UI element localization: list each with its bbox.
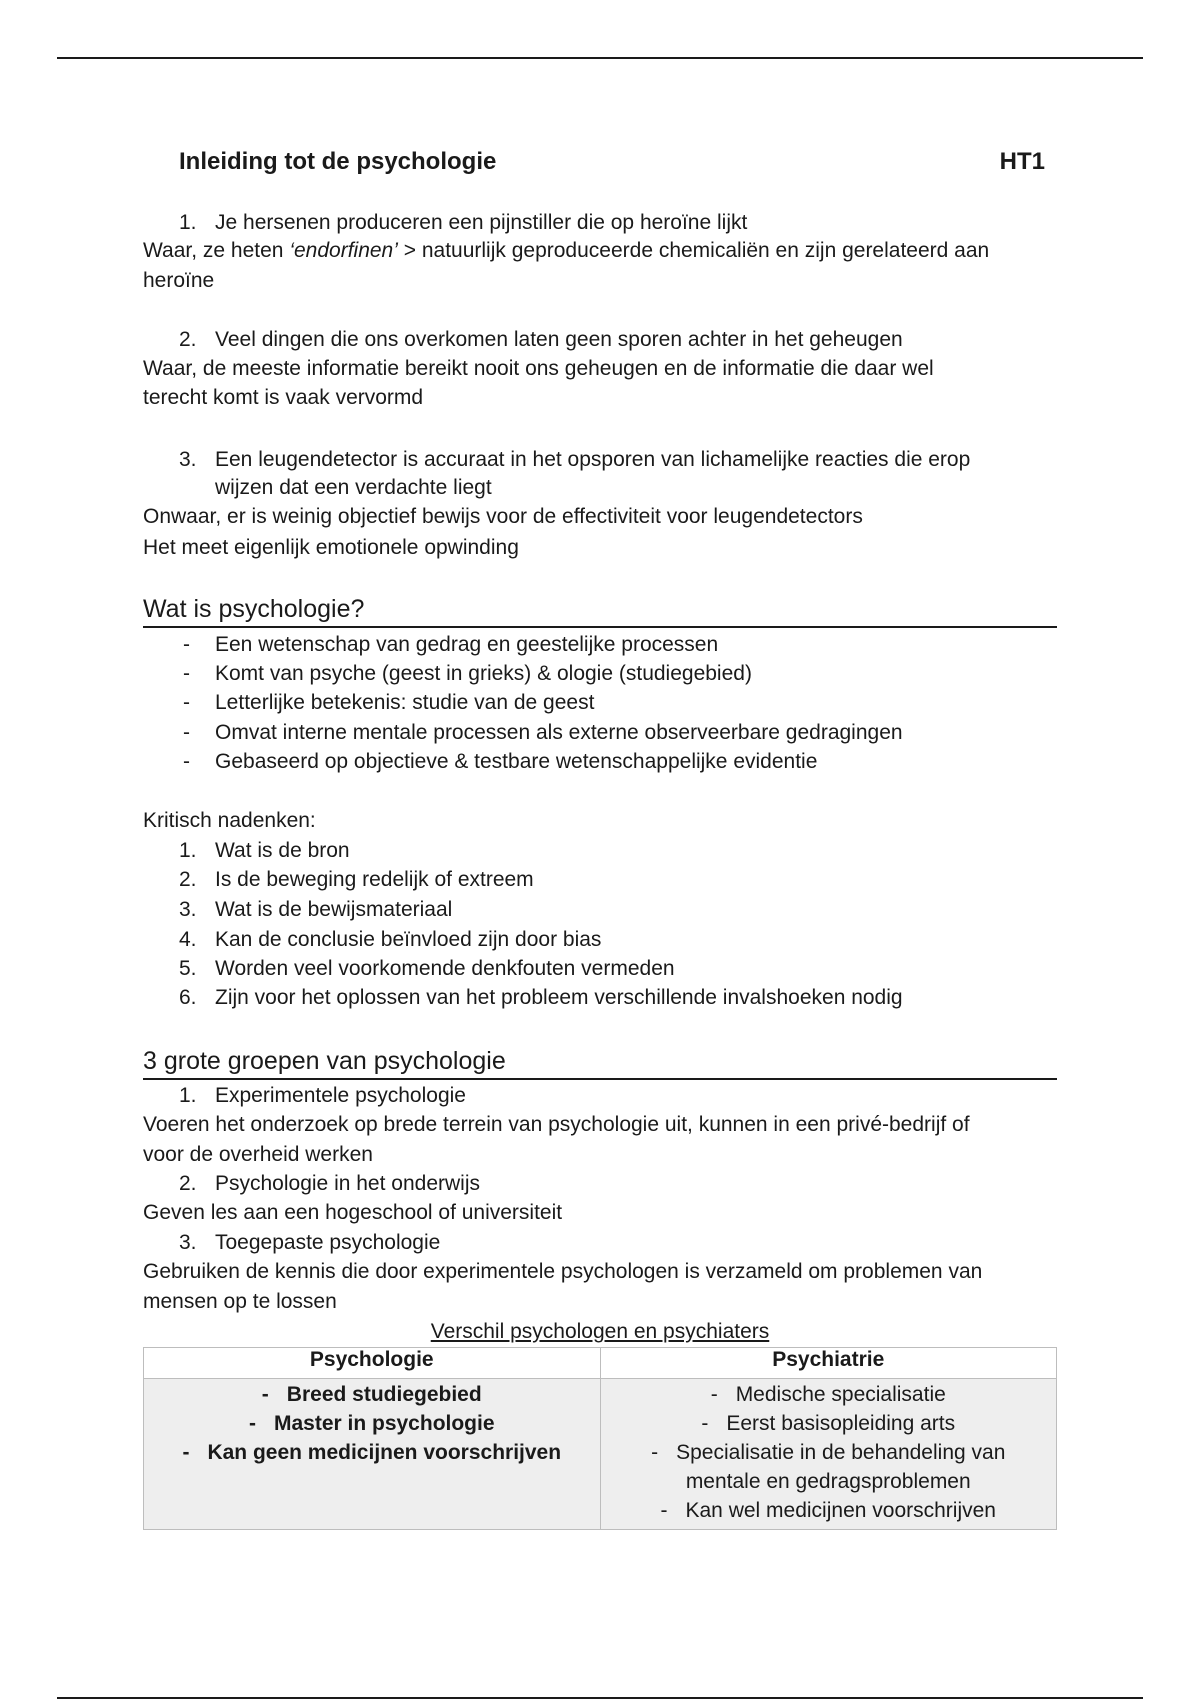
list-item: - Specialisatie in de behandeling van — [651, 1441, 1006, 1464]
list-item: 2. Psychologie in het onderwijs — [179, 1172, 480, 1195]
list-item-continuation: mentale en gedragsproblemen — [685, 1470, 971, 1493]
table-cell-psychiatrie — [600, 1379, 1057, 1530]
list-item: 4. Kan de conclusie beïnvloed zijn door bias — [179, 928, 602, 951]
chapter-code: HT1 — [999, 148, 1045, 175]
group-description: Gebruiken de kennis die door experimentele psychologen is verzameld om problemen van — [143, 1260, 983, 1283]
fact-answer: heroïne — [143, 269, 215, 292]
list-item: - Kan geen medicijnen voorschrijven — [182, 1441, 562, 1464]
table-cell-psychologie — [144, 1379, 601, 1530]
group-description: voor de overheid werken — [143, 1143, 373, 1166]
list-item: 1. Experimentele psychologie — [179, 1084, 466, 1107]
fact-statement: wijzen dat een verdachte liegt — [215, 476, 492, 499]
list-item: - Letterlijke betekenis: studie van de geest — [183, 691, 595, 714]
column-header: Psychologie — [144, 1348, 601, 1379]
page-bottom-rule — [57, 1697, 1143, 1699]
section-heading: Wat is psychologie? — [143, 594, 1057, 628]
comparison-table — [143, 1347, 1057, 1530]
list-item: - Breed studiegebied — [261, 1383, 482, 1406]
critical-label: Kritisch nadenken: — [143, 809, 316, 832]
list-item: - Eerst basisopleiding arts — [701, 1412, 956, 1435]
list-item: - Omvat interne mentale processen als externe observeerbare gedragingen — [183, 721, 903, 744]
list-item: - Medische specialisatie — [710, 1383, 946, 1406]
fact-answer: Waar, ze heten ‘endorfinen’ > natuurlijk geproduceerde chemicaliën en zijn gerelateerd aan — [143, 239, 990, 262]
group-description: mensen op te lossen — [143, 1290, 337, 1313]
fact-answer: terecht komt is vaak vervormd — [143, 386, 424, 409]
list-item: 3. Toegepaste psychologie — [179, 1231, 441, 1254]
document-title: Inleiding tot de psychologie — [179, 148, 497, 175]
group-description: Voeren het onderzoek op brede terrein van psychologie uit, kunnen in een privé-bedrijf of — [143, 1113, 970, 1136]
list-item: - Een wetenschap van gedrag en geestelijke processen — [183, 633, 719, 656]
table-header-row — [144, 1348, 1057, 1379]
fact-statement: 1. Je hersenen produceren een pijnstiller die op heroïne lijkt — [179, 211, 748, 234]
list-item: - Kan wel medicijnen voorschrijven — [660, 1499, 996, 1522]
list-item: 5. Worden veel voorkomende denkfouten vermeden — [179, 957, 675, 980]
document-header — [179, 148, 1045, 178]
list-item: - Master in psychologie — [248, 1412, 495, 1435]
list-item: 2. Is de beweging redelijk of extreem — [179, 868, 534, 891]
section-heading: 3 grote groepen van psychologie — [143, 1046, 1057, 1080]
fact-statement: 3. Een leugendetector is accuraat in het opsporen van lichamelijke reacties die erop — [179, 448, 971, 471]
fact-answer: Onwaar, er is weinig objectief bewijs voor de effectiviteit voor leugendetectors — [143, 505, 863, 528]
table-row — [144, 1379, 1057, 1530]
page-top-rule — [57, 57, 1143, 59]
list-item: 3. Wat is de bewijsmateriaal — [179, 898, 453, 921]
fact-answer: Het meet eigenlijk emotionele opwinding — [143, 536, 519, 559]
column-header: Psychiatrie — [600, 1348, 1057, 1379]
list-item: 1. Wat is de bron — [179, 839, 350, 862]
list-item: - Komt van psyche (geest in grieks) & ologie (studiegebied) — [183, 662, 752, 685]
list-item: - Gebaseerd op objectieve & testbare wetenschappelijke evidentie — [183, 750, 818, 773]
group-description: Geven les aan een hogeschool of universiteit — [143, 1201, 563, 1224]
fact-statement: 2. Veel dingen die ons overkomen laten geen sporen achter in het geheugen — [179, 328, 903, 351]
table-caption: Verschil psychologen en psychiaters — [430, 1320, 770, 1343]
fact-answer: Waar, de meeste informatie bereikt nooit ons geheugen en de informatie die daar wel — [143, 357, 934, 380]
list-item: 6. Zijn voor het oplossen van het probleem verschillende invalshoeken nodig — [179, 986, 903, 1009]
